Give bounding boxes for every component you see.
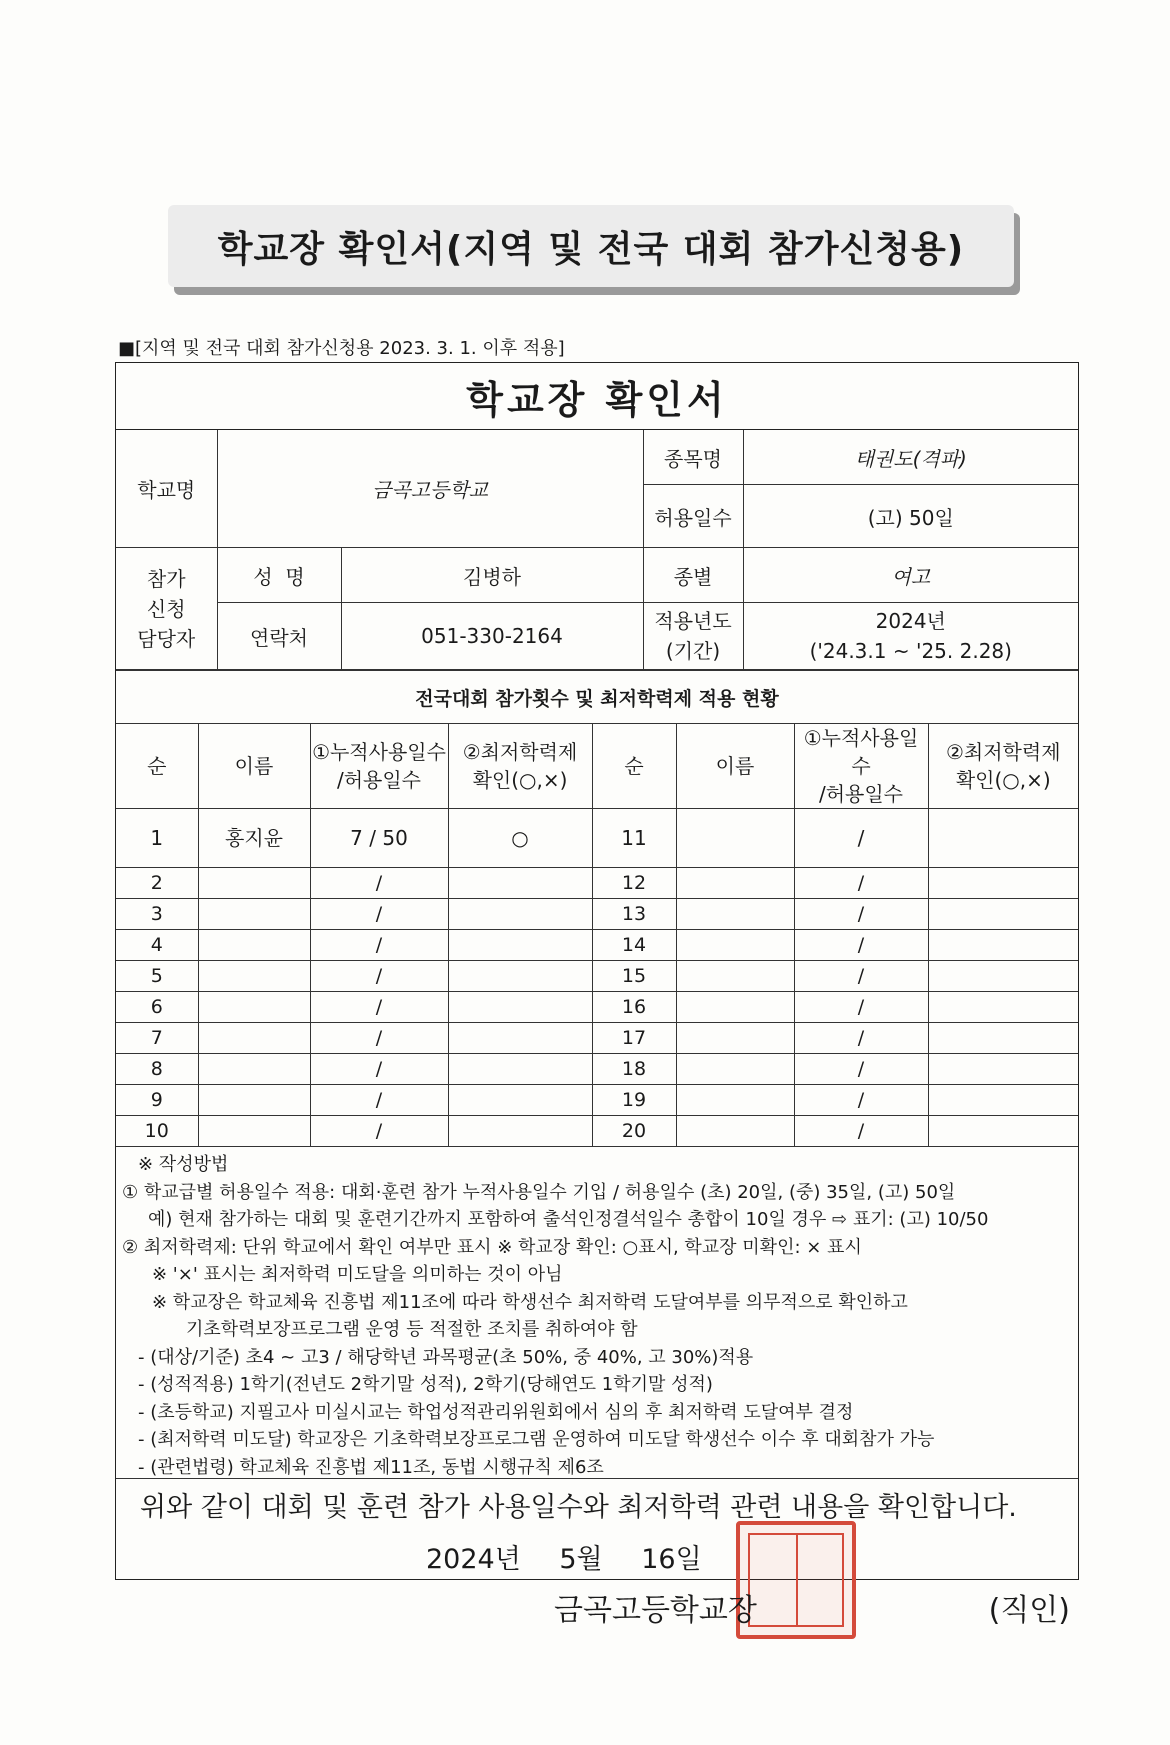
- note-1: ① 학교급별 허용일수 적용: 대회·훈련 참가 누적사용일수 기입 / 허용일수 (초) 20일, (중) 35일, (고) 50일: [122, 1181, 956, 1203]
- cell-name: [198, 868, 310, 899]
- cell-check: [928, 930, 1078, 961]
- cell-check: [448, 961, 592, 992]
- cell-days: 7 / 50: [310, 809, 448, 868]
- cell-name: [198, 961, 310, 992]
- table-row: [116, 868, 1078, 899]
- cell-no: 6: [116, 992, 198, 1023]
- note-3: ※ '×' 표시는 최저학력 미도달을 의미하는 것이 아님: [152, 1264, 563, 1285]
- cell-no: 11: [592, 809, 676, 868]
- name-value: 김병하: [341, 548, 643, 603]
- cell-days: /: [310, 868, 448, 899]
- cell-check: [928, 899, 1078, 930]
- cell-no: 3: [116, 899, 198, 930]
- table-row: [116, 1023, 1078, 1054]
- cell-check: [448, 1085, 592, 1116]
- table-row: [116, 992, 1078, 1023]
- notes-heading: ※ 작성방법: [138, 1154, 229, 1175]
- cell-no: 10: [116, 1116, 198, 1147]
- applicant-label: 참가 신청 담당자: [116, 548, 217, 670]
- cell-name: [676, 1116, 794, 1147]
- cell-no: 17: [592, 1023, 676, 1054]
- cell-check: [928, 992, 1078, 1023]
- cell-no: 20: [592, 1116, 676, 1147]
- table-row: [116, 809, 1078, 868]
- period-value: ('24.3.1 ~ '25. 2.28): [809, 639, 1012, 663]
- cell-check: [928, 809, 1078, 868]
- category-value: 여고: [743, 548, 1078, 603]
- confirm-date: 2024년 5월 16일: [426, 1544, 702, 1575]
- cell-name: [198, 992, 310, 1023]
- cell-no: 13: [592, 899, 676, 930]
- note-1-example: 예) 현재 참가하는 대회 및 훈련기간까지 포함하여 출석인정결석일수 총합이 10일 경우 ⇨ 표기: (고) 10/50: [148, 1209, 989, 1230]
- cell-name: [676, 930, 794, 961]
- cell-name: [198, 1085, 310, 1116]
- cell-days: /: [310, 930, 448, 961]
- info-table: [116, 430, 1078, 670]
- contact-value: 051-330-2164: [341, 603, 643, 670]
- cell-check: [448, 899, 592, 930]
- note-4-cont: 기초학력보장프로그램 운영 등 적절한 조치를 취하여야 함: [186, 1319, 638, 1340]
- cell-days: /: [310, 1023, 448, 1054]
- cell-check: [928, 868, 1078, 899]
- note-4: ※ 학교장은 학교체육 진흥법 제11조에 따라 학생선수 최저학력 도달여부를 의무적으로 확인하고: [152, 1291, 908, 1313]
- cell-days: /: [310, 1116, 448, 1147]
- cell-days: /: [794, 899, 928, 930]
- cell-no: 14: [592, 930, 676, 961]
- event-value: 태권도(격파): [743, 430, 1078, 485]
- cell-days: /: [794, 961, 928, 992]
- cell-no: 5: [116, 961, 198, 992]
- status-subhead: 전국대회 참가횟수 및 최저학력제 적용 현황: [116, 670, 1078, 724]
- cell-days: /: [310, 992, 448, 1023]
- cell-check: [448, 992, 592, 1023]
- cell-days: /: [794, 809, 928, 868]
- confirm-statement: 위와 같이 대회 및 훈련 참가 사용일수와 최저학력 관련 내용을 확인합니다.: [140, 1492, 1017, 1523]
- cell-name: [676, 1023, 794, 1054]
- principal-name: 금곡고등학교장: [554, 1593, 757, 1628]
- cell-days: /: [310, 1054, 448, 1085]
- note-6: - (성적적용) 1학기(전년도 2학기말 성적), 2학기(당해연도 1학기말 성적): [138, 1374, 713, 1395]
- instructions: [116, 1147, 1078, 1479]
- cell-days: /: [794, 1116, 928, 1147]
- cell-no: 18: [592, 1054, 676, 1085]
- cell-name: [198, 899, 310, 930]
- cell-no: 4: [116, 930, 198, 961]
- header-no: 순: [592, 724, 676, 809]
- note-7: - (초등학교) 지필고사 미실시교는 학업성적관리위원회에서 심의 후 최저학력 도달여부 결정: [138, 1401, 854, 1423]
- seal-label: (직인): [988, 1593, 1070, 1628]
- cell-no: 1: [116, 809, 198, 868]
- cell-days: /: [794, 1054, 928, 1085]
- table-row: [116, 1054, 1078, 1085]
- cell-check: [448, 930, 592, 961]
- cell-no: 7: [116, 1023, 198, 1054]
- cell-no: 2: [116, 868, 198, 899]
- year-cell: [743, 603, 1078, 670]
- grid-header-row: [116, 724, 1078, 809]
- top-note: ■[지역 및 전국 대회 참가신청용 2023. 3. 1. 이후 적용]: [118, 338, 565, 359]
- cell-days: /: [794, 1023, 928, 1054]
- table-row: [116, 1085, 1078, 1116]
- cell-days: /: [794, 930, 928, 961]
- header-name: 이름: [198, 724, 310, 809]
- year-label: 적용년도 (기간): [643, 603, 743, 670]
- header-check: ②최저학력제 확인(○,×): [448, 724, 592, 809]
- form-sheet: [115, 362, 1079, 1628]
- participation-grid: [116, 724, 1078, 1147]
- cell-check: [928, 1116, 1078, 1147]
- form-title: 학교장 확인서: [116, 363, 1078, 430]
- school-label: 학교명: [116, 430, 217, 548]
- cell-days: /: [794, 868, 928, 899]
- note-5: - (대상/기준) 초4 ~ 고3 / 해당학년 과목평균(초 50%, 중 40%, 고 30%)적용: [138, 1346, 754, 1368]
- cell-days: /: [310, 1085, 448, 1116]
- cell-no: 16: [592, 992, 676, 1023]
- cell-name: [676, 1085, 794, 1116]
- cell-name: [676, 899, 794, 930]
- name-label: 성 명: [217, 548, 341, 603]
- cell-check: ○: [448, 809, 592, 868]
- header-check: ②최저학력제 확인(○,×): [928, 724, 1078, 809]
- confirmation-block: [116, 1479, 1078, 1629]
- cell-check: [448, 1054, 592, 1085]
- cell-no: 19: [592, 1085, 676, 1116]
- cell-name: [676, 961, 794, 992]
- cell-name: [676, 868, 794, 899]
- cell-days: /: [794, 1085, 928, 1116]
- cell-check: [448, 1023, 592, 1054]
- cell-no: 8: [116, 1054, 198, 1085]
- banner-title: 학교장 확인서(지역 및 전국 대회 참가신청용): [168, 205, 1014, 287]
- allowed-label: 허용일수: [643, 485, 743, 548]
- year-value: 2024년: [875, 609, 946, 633]
- table-row: [116, 899, 1078, 930]
- note-9: - (관련법령) 학교체육 진흥법 제11조, 동법 시행규칙 제6조: [138, 1456, 604, 1478]
- cell-check: [928, 1023, 1078, 1054]
- cell-check: [928, 961, 1078, 992]
- cell-name: [676, 809, 794, 868]
- note-8: - (최저학력 미도달) 학교장은 기초학력보장프로그램 운영하여 미도달 학생선수 이수 후 대회참가 가능: [138, 1429, 935, 1450]
- event-label: 종목명: [643, 430, 743, 485]
- cell-check: [928, 1085, 1078, 1116]
- school-value: 금곡고등학교: [217, 430, 643, 548]
- cell-no: 9: [116, 1085, 198, 1116]
- cell-no: 12: [592, 868, 676, 899]
- cell-no: 15: [592, 961, 676, 992]
- table-row: [116, 930, 1078, 961]
- cell-name: [198, 1023, 310, 1054]
- cell-name: [198, 1116, 310, 1147]
- header-no: 순: [116, 724, 198, 809]
- cell-check: [448, 868, 592, 899]
- cell-name: [676, 992, 794, 1023]
- cell-check: [928, 1054, 1078, 1085]
- contact-label: 연락처: [217, 603, 341, 670]
- category-label: 종별: [643, 548, 743, 603]
- allowed-value: (고) 50일: [743, 485, 1078, 548]
- cell-name: [198, 930, 310, 961]
- cell-check: [448, 1116, 592, 1147]
- cell-name: [676, 1054, 794, 1085]
- header-days: ①누적사용일수 /허용일수: [310, 724, 448, 809]
- header-name: 이름: [676, 724, 794, 809]
- cell-name: [198, 1054, 310, 1085]
- table-row: [116, 961, 1078, 992]
- cell-days: /: [310, 899, 448, 930]
- note-2: ② 최저학력제: 단위 학교에서 확인 여부만 표시 ※ 학교장 확인: ○표시, 학교장 미확인: × 표시: [122, 1236, 862, 1258]
- cell-days: /: [310, 961, 448, 992]
- cell-days: /: [794, 992, 928, 1023]
- table-row: [116, 1116, 1078, 1147]
- cell-name: 홍지윤: [198, 809, 310, 868]
- header-days: ①누적사용일수 /허용일수: [794, 724, 928, 809]
